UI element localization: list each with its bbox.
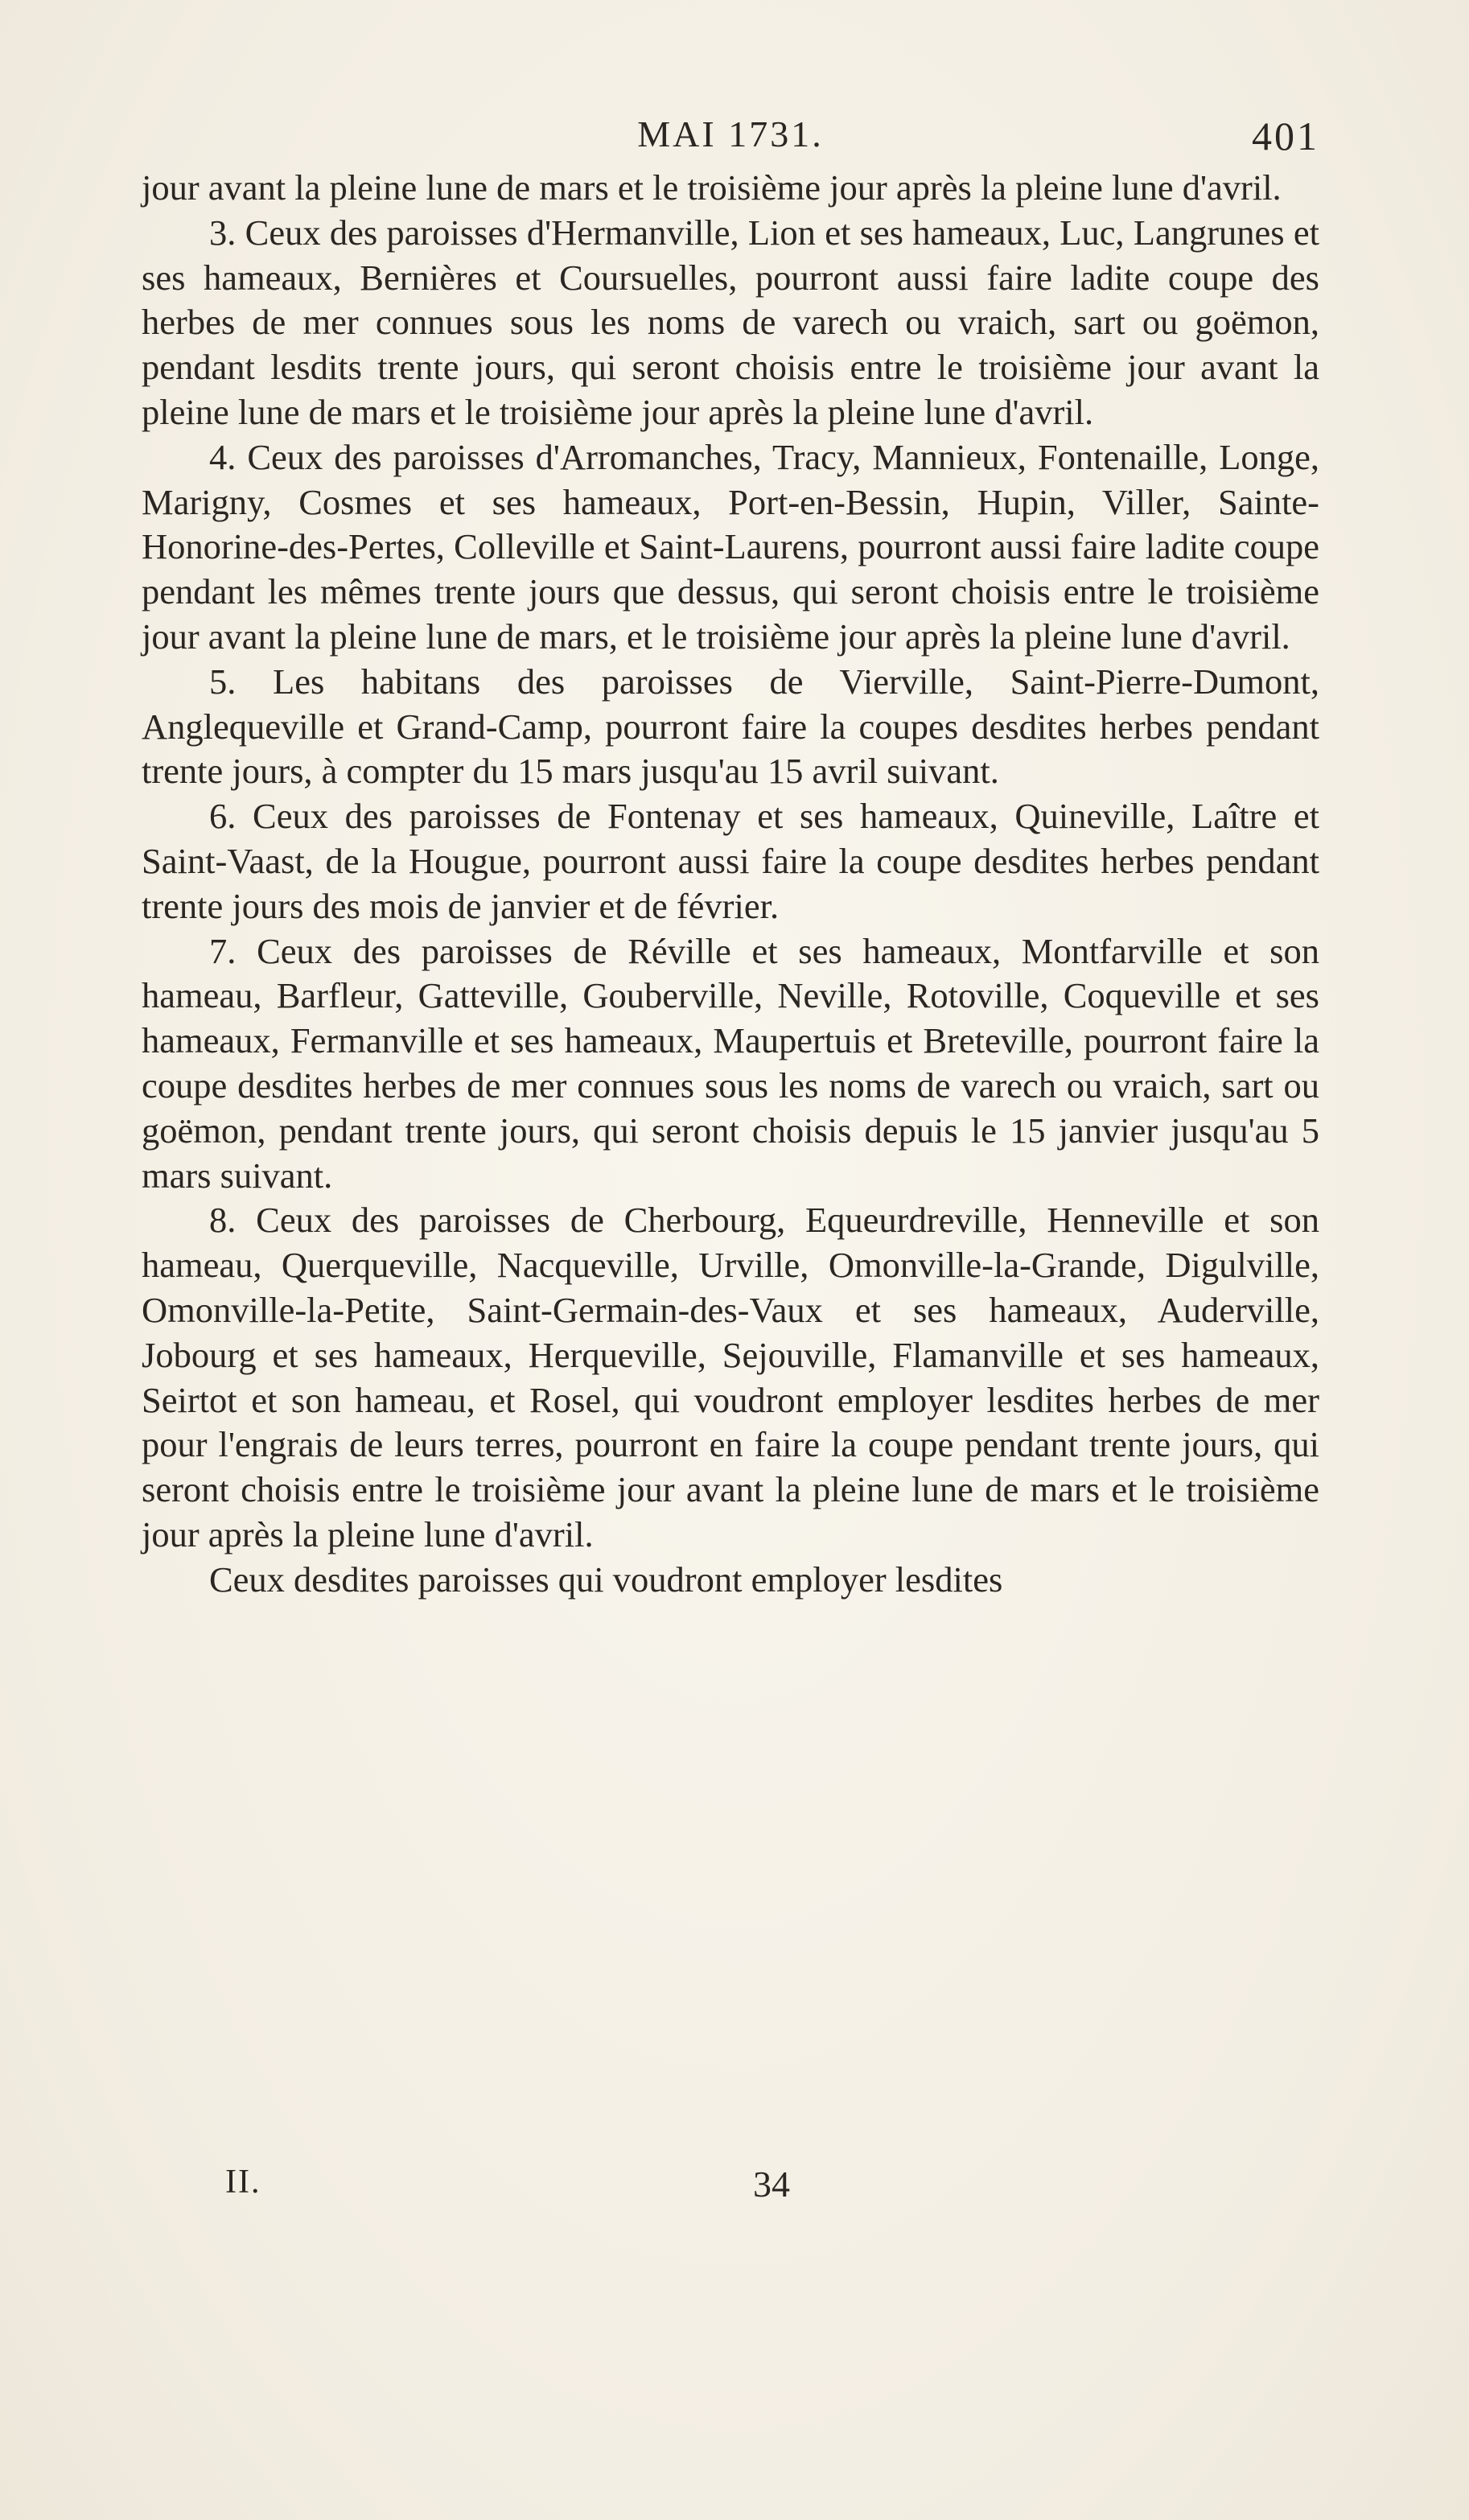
- paragraph-article-7: 7. Ceux des paroisses de Réville et ses hameaux, Montfarville et son hameau, Barfleur, Gatteville, Gouberville, Neville, Rotoville, Coqueville et ses hameaux, Fermanville et ses hameaux, Maupertuis et Breteville, pourront faire la coupe desdites herbes de mer connues sous les noms de varech ou vraich, sart ou goëmon, pendant trente jours, qui seront choisis depuis le 15 janvier jusqu'au 5 mars suivant.: [142, 930, 1319, 1196]
- running-head: [142, 113, 1319, 161]
- paragraph-continuation: jour avant la pleine lune de mars et le troisième jour après la pleine lune d'avril.: [142, 167, 1282, 208]
- running-title: MAI 1731.: [637, 113, 824, 154]
- page-footer: [142, 2163, 1319, 2211]
- paragraph-final: Ceux desdites paroisses qui voudront employer lesdites: [209, 1559, 1003, 1600]
- signature-number: 34: [753, 2164, 790, 2205]
- paragraph-article-8: 8. Ceux des paroisses de Cherbourg, Equeurdreville, Henneville et son hameau, Querqueville, Nacqueville, Urville, Omonville-la-Grande, Digulville, Omonville-la-Petite, Saint-Germain-des-Vaux et ses hameaux, Auderville, Jobourg et ses hameaux, Herqueville, Sejouville, Flamanville et ses hameaux, Seirtot et son hameau, et Rosel, qui voudront employer lesdites herbes de mer pour l'engrais de leurs terres, pourront en faire la coupe pendant trente jours, qui seront choisis entre le troisième jour avant la pleine lune de mars et le troisième jour après la pleine lune d'avril.: [142, 1200, 1319, 1554]
- page-number: 401: [1252, 113, 1319, 159]
- paragraph-article-3: 3. Ceux des paroisses d'Hermanville, Lion et ses hameaux, Luc, Langrunes et ses hameaux, Bernières et Coursuelles, pourront aussi faire ladite coupe des herbes de mer connues sous les noms de varech ou vraich, sart ou goëmon, pendant lesdits trente jours, qui seront choisis entre le troisième jour avant la pleine lune de mars et le troisième jour après la pleine lune d'avril.: [142, 212, 1319, 432]
- signature-mark: II.: [225, 2164, 261, 2201]
- body-text: [142, 166, 1319, 1603]
- paragraph-article-4: 4. Ceux des paroisses d'Arromanches, Tracy, Mannieux, Fontenaille, Longe, Marigny, Cosmes et ses hameaux, Port-en-Bessin, Hupin, Viller, Sainte-Honorine-des-Pertes, Colleville et Saint-Laurens, pourront aussi faire ladite coupe pendant les mêmes trente jours que dessus, qui seront choisis entre le troisième jour avant la pleine lune de mars, et le troisième jour après la pleine lune d'avril.: [142, 436, 1319, 657]
- paragraph-article-5: 5. Les habitans des paroisses de Vierville, Saint-Pierre-Dumont, Anglequeville et Grand-Camp, pourront faire la coupes desdites herbes pendant trente jours, à compter du 15 mars jusqu'au 15 avril suivant.: [142, 661, 1319, 792]
- paragraph-article-6: 6. Ceux des paroisses de Fontenay et ses hameaux, Quineville, Laître et Saint-Vaast, de la Hougue, pourront aussi faire la coupe desdites herbes pendant trente jours des mois de janvier et de février.: [142, 796, 1319, 926]
